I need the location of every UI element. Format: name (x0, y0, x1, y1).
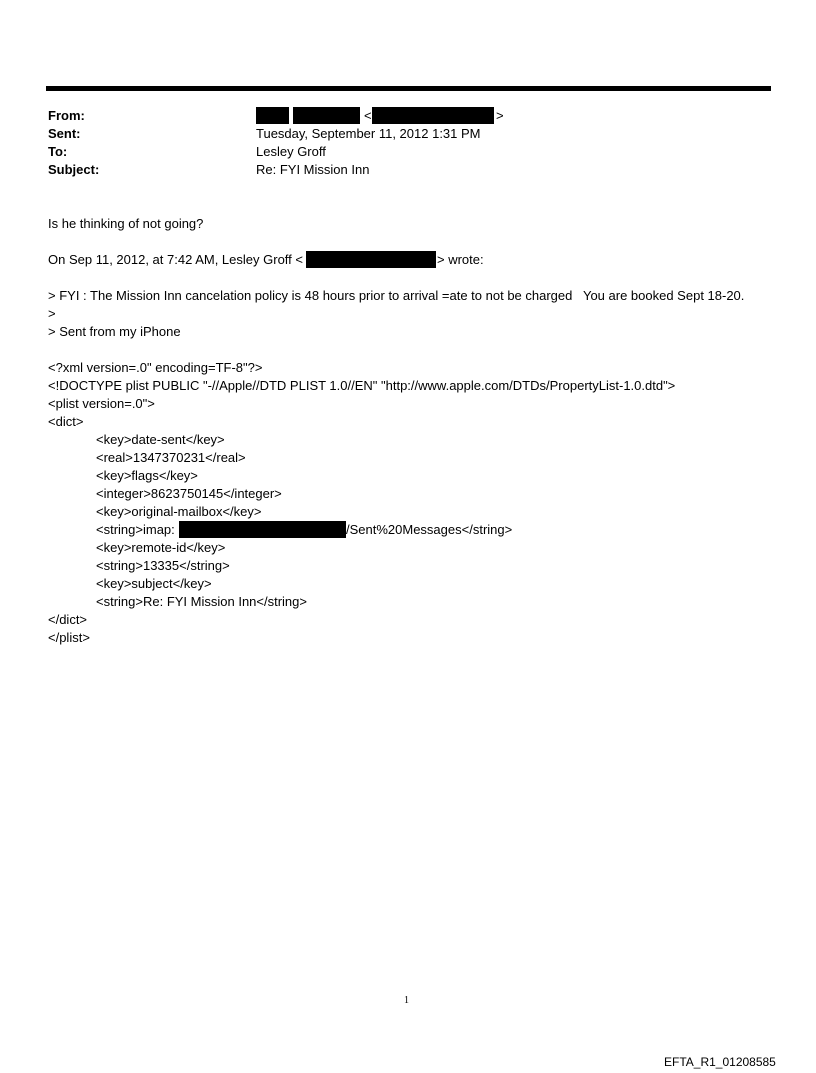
to-value: Lesley Groff (256, 144, 326, 159)
from-label: From: (48, 108, 85, 123)
sent-label: Sent: (48, 126, 81, 141)
plist-key-date-sent: <key>date-sent</key> (96, 432, 225, 447)
sent-value: Tuesday, September 11, 2012 1:31 PM (256, 126, 481, 141)
plist-string-remote-id: <string>13335</string> (96, 558, 230, 573)
plist-key-subject: <key>subject</key> (96, 576, 212, 591)
plist-close-tag: </plist> (48, 630, 90, 645)
plist-xml-declaration: <?xml version=.0" encoding=TF-8"?> (48, 360, 263, 375)
header-rule (46, 86, 771, 91)
plist-doctype: <!DOCTYPE plist PUBLIC "-//Apple//DTD PLIST 1.0//EN" "http://www.apple.com/DTDs/PropertyList-1.0.dtd"> (48, 378, 676, 393)
plist-string-imap-start: <string>imap: (96, 522, 175, 537)
plist-integer-value: <integer>8623750145</integer> (96, 486, 282, 501)
plist-string-imap-end: /Sent%20Messages</string> (346, 522, 513, 537)
to-label: To: (48, 144, 68, 159)
bates-number: EFTA_R1_01208585 (664, 1055, 776, 1069)
quote-intro-end: > wrote: (437, 252, 484, 267)
body-question: Is he thinking of not going? (48, 216, 204, 231)
subject-label: Subject: (48, 162, 100, 177)
page-number: 1 (404, 995, 409, 1006)
subject-value: Re: FYI Mission Inn (256, 162, 370, 177)
plist-key-flags: <key>flags</key> (96, 468, 198, 483)
redaction-quoted-email (306, 251, 436, 268)
plist-string-subject: <string>Re: FYI Mission Inn</string> (96, 594, 307, 609)
from-email-close-bracket: > (496, 108, 504, 123)
quote-line-2: > (48, 306, 56, 321)
redaction-imap-account (179, 521, 346, 538)
plist-key-remote-id: <key>remote-id</key> (96, 540, 226, 555)
quote-line-3: > Sent from my iPhone (48, 324, 181, 339)
quote-intro-start: On Sep 11, 2012, at 7:42 AM, Lesley Groff < (48, 252, 303, 267)
quote-line-1: > FYI : The Mission Inn cancelation policy is 48 hours prior to arrival =ate to not be charged You are booked Sept 18-20. (48, 288, 745, 303)
plist-open-tag: <plist version=.0"> (48, 396, 155, 411)
dict-close-tag: </dict> (48, 612, 88, 627)
plist-real-value: <real>1347370231</real> (96, 450, 246, 465)
from-email-open-bracket: < (364, 108, 372, 123)
redaction-from-email (372, 107, 494, 124)
dict-open-tag: <dict> (48, 414, 84, 429)
redaction-from-first-name (256, 107, 289, 124)
redaction-from-last-name (293, 107, 360, 124)
plist-key-original-mailbox: <key>original-mailbox</key> (96, 504, 262, 519)
